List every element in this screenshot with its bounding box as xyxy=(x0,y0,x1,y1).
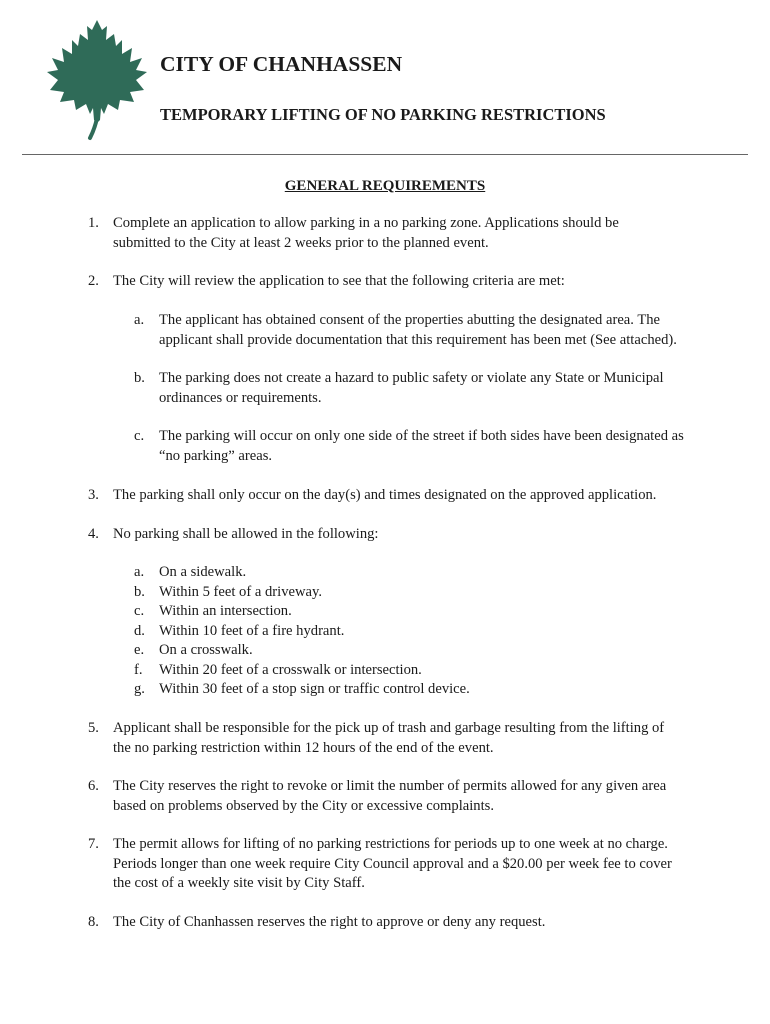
text-line: applicant shall provide documentation that this requirement has been met (See attached). xyxy=(159,331,677,348)
requirement-number: 6. xyxy=(88,778,99,794)
sub-requirement-letter: d. xyxy=(134,623,145,639)
text-line: No parking shall be allowed in the following: xyxy=(113,526,379,542)
text-line: Complete an application to allow parking in a no parking zone. Applications should be xyxy=(113,215,619,231)
document-title: TEMPORARY LIFTING OF NO PARKING RESTRICTIONS xyxy=(160,105,606,124)
requirement-number: 4. xyxy=(88,526,99,542)
text-line: the no parking restriction within 12 hours of the end of the event. xyxy=(113,739,494,756)
requirement-number: 8. xyxy=(88,914,99,930)
text-line: The parking does not create a hazard to public safety or violate any State or Municipal xyxy=(159,370,664,386)
sub-requirement-text xyxy=(159,563,719,583)
sub-requirement-letter: b. xyxy=(134,370,145,386)
sub-requirement-text xyxy=(159,661,719,681)
text-line: The permit allows for lifting of no parking restrictions for periods up to one week at no charge. xyxy=(113,836,668,852)
sub-requirement-text xyxy=(159,622,719,642)
sub-requirement-text xyxy=(159,311,719,350)
requirement-number: 7. xyxy=(88,836,99,852)
text-line: Within 20 feet of a crosswalk or intersection. xyxy=(159,662,422,678)
requirement-text xyxy=(113,835,713,894)
requirement-text xyxy=(113,214,713,253)
text-line: The City will review the application to see that the following criteria are met: xyxy=(113,273,565,289)
sub-requirement-letter: g. xyxy=(134,681,145,697)
requirement-text xyxy=(113,777,713,816)
requirement-text xyxy=(113,913,713,933)
text-line: the cost of a weekly site visit by City Staff. xyxy=(113,875,365,891)
section-heading: GENERAL REQUIREMENTS xyxy=(284,178,486,194)
text-line: Within 5 feet of a driveway. xyxy=(159,584,322,600)
sub-requirement-letter: a. xyxy=(134,564,145,580)
sub-requirement-text xyxy=(159,369,719,408)
sub-requirement-letter: c. xyxy=(134,603,145,619)
text-line: based on problems observed by the City or excessive complaints. xyxy=(113,797,494,814)
text-line: Applicant shall be responsible for the pick up of trash and garbage resulting from the lifting of xyxy=(113,720,665,736)
text-line: ordinances or requirements. xyxy=(159,389,322,406)
requirement-text xyxy=(113,272,713,292)
sub-requirement-letter: c. xyxy=(134,428,145,444)
sub-requirement-letter: b. xyxy=(134,584,145,600)
sub-requirement-letter: a. xyxy=(134,312,145,328)
requirement-text xyxy=(113,525,713,545)
sub-requirement-text xyxy=(159,427,719,466)
requirement-text xyxy=(113,719,713,758)
text-line: submitted to the City at least 2 weeks prior to the planned event. xyxy=(113,234,489,251)
sub-requirement-letter: f. xyxy=(134,662,143,678)
sub-requirement-text xyxy=(159,641,719,661)
text-line: Within 30 feet of a stop sign or traffic control device. xyxy=(159,681,470,697)
text-line: The City of Chanhassen reserves the right to approve or deny any request. xyxy=(113,914,546,930)
text-line: On a sidewalk. xyxy=(159,564,247,580)
text-line: Within an intersection. xyxy=(159,603,292,619)
text-line: Periods longer than one week require City Council approval and a $20.00 per week fee to cover xyxy=(113,855,672,872)
requirement-number: 2. xyxy=(88,273,99,289)
text-line: On a crosswalk. xyxy=(159,642,253,658)
requirement-text xyxy=(113,486,713,506)
requirement-number: 3. xyxy=(88,487,99,503)
text-line: The City reserves the right to revoke or limit the number of permits allowed for any given area xyxy=(113,778,667,794)
text-line: Within 10 feet of a fire hydrant. xyxy=(159,623,345,639)
text-line: The parking will occur on only one side of the street if both sides have been designated as xyxy=(159,428,684,444)
sub-requirement-text xyxy=(159,602,719,622)
sub-requirement-text xyxy=(159,583,719,603)
organization-name: CITY OF CHANHASSEN xyxy=(160,52,403,76)
text-line: The applicant has obtained consent of the properties abutting the designated area. The xyxy=(159,312,661,328)
text-line: “no parking” areas. xyxy=(159,447,273,464)
requirement-number: 5. xyxy=(88,720,99,736)
sub-requirement-letter: e. xyxy=(134,642,145,658)
sub-requirement-text xyxy=(159,680,719,700)
requirement-number: 1. xyxy=(88,215,99,231)
text-line: The parking shall only occur on the day(s) and times designated on the approved application. xyxy=(113,487,657,503)
